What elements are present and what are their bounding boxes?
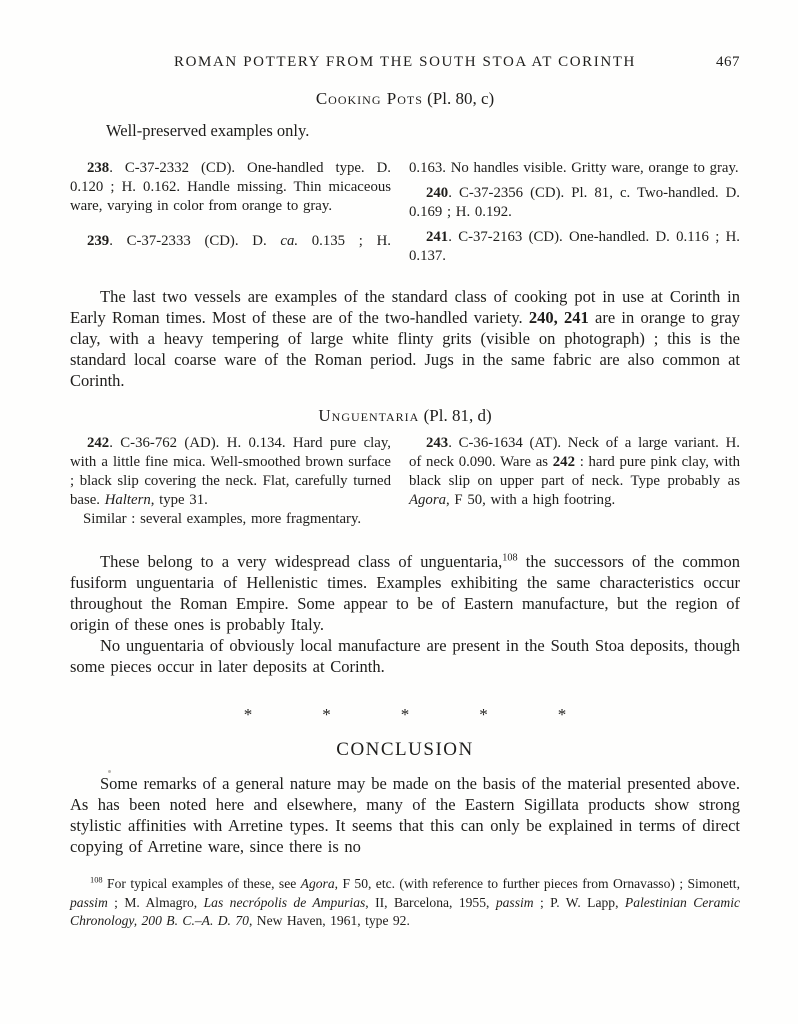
page-number: 467 [716, 54, 740, 70]
catalog-entry-241: 241. C-37-2163 (CD). One-handled. D. 0.116 ; H. 0.137. [409, 229, 740, 264]
text-block [70, 54, 740, 931]
catalog-column-right [409, 159, 740, 266]
catalog-column-right [409, 434, 740, 529]
paragraph-unguentaria-discussion-1: These belong to a very widespread class of unguentaria,$^{108}$ the successors of the common fusiform unguentaria of Hellenistic times. Examples exhibiting the same characteristics occur throughout the Roman Empire. Some appear to be of Eastern manufacture, but the region of origin of these ones is probably Italy. [70, 552, 740, 634]
catalog-unguentaria [70, 434, 740, 529]
paragraph-conclusion: Some remarks of a general nature may be made on the basis of the material presented above. As has been noted here and elsewhere, many of the Eastern Sigillata products show strong stylistic affinities with Arretine types. It seems that this can only be explained in terms of direct copying of Arretine ware, since there is no [70, 774, 740, 856]
catalog-column-left [70, 159, 391, 266]
scan-artifact-dot [108, 770, 111, 773]
catalog-entry-239-continuation: 0.163. No handles visible. Gritty ware, orange to gray. [409, 160, 739, 176]
conclusion-heading: CONCLUSION [336, 739, 474, 760]
footnote-108: $^{108}$ For typical examples of these, see Agora, F 50, etc. (with reference to further pieces from Ornavasso) ; Simonett, passim ; M. Almagro, Las necrópolis de Ampurias, II, Barcelona, 1955, passim ; P. W. Lapp, Palestinian Ceramic Chronology, 200 B. C.–A. D. 70, New Haven, 1961, type 92. [70, 874, 741, 928]
catalog-entry-243: 243. C-36-1634 (AT). Neck of a large variant. H. of neck 0.090. Ware as 242 : hard pure pink clay, with black slip on upper part of neck. Type probably as Agora, F 50, with a high footring. [409, 435, 740, 508]
paragraph-cooking-pots-discussion: The last two vessels are examples of the standard class of cooking pot in use at Corinth in Early Roman times. Most of these are of the two-handled variety. 240, 241 are in orange to gray clay, with a heavy tempering of large white flinty grits (visible on photograph) ; this is the standard local coarse ware of the Roman period. Jugs in the same fabric are also common at Corinth. [70, 287, 740, 390]
asterisk-divider [70, 705, 740, 725]
asterisk: * [557, 705, 567, 724]
asterisk: * [400, 705, 410, 724]
catalog-entry-238: 238. C-37-2332 (CD). One-handled type. D. 0.120 ; H. 0.162. Handle missing. Thin micaceous ware, varying in color from orange to gray. [70, 160, 391, 214]
intro-note: Well-preserved examples only. [106, 121, 310, 140]
running-title: ROMAN POTTERY FROM THE SOUTH STOA AT CORINTH [174, 54, 636, 70]
section-heading-unguentaria: Unguentaria (Pl. 81, d) [318, 406, 492, 425]
asterisk: * [243, 705, 253, 724]
catalog-entry-239: 239. C-37-2333 (CD). D. ca. 0.135 ; H. [87, 233, 392, 249]
catalog-entry-240: 240. C-37-2356 (CD). Pl. 81, c. Two-handled. D. 0.169 ; H. 0.192. [409, 185, 740, 220]
catalog-column-left [70, 434, 391, 529]
running-head [70, 54, 740, 71]
catalog-entry-242: 242. C-36-762 (AD). H. 0.134. Hard pure clay, with a little fine mica. Well-smoothed brown surface ; black slip covering the neck. Flat, carefully turned base. Haltern, type 31. [70, 435, 391, 508]
catalog-cooking-pots [70, 159, 740, 266]
catalog-entry-242-similar-note: Similar : several examples, more fragmentary. [83, 511, 362, 527]
paragraph-unguentaria-discussion-2: No unguentaria of obviously local manufacture are present in the South Stoa deposits, though some pieces occur in later deposits at Corinth. [70, 636, 740, 676]
section-heading-cooking-pots: Cooking Pots (Pl. 80, c) [315, 89, 495, 108]
asterisk: * [479, 705, 488, 724]
asterisk: * [322, 705, 331, 724]
